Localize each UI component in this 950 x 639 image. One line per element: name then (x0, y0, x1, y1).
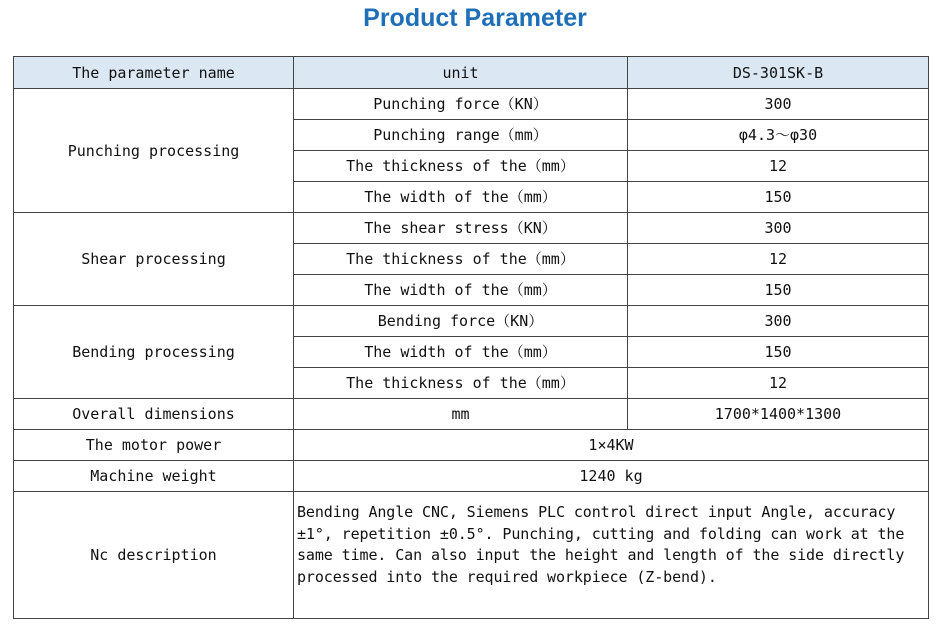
row-unit: The width of the（mm） (294, 337, 628, 368)
row-unit: The shear stress（KN） (294, 213, 628, 244)
row-unit: The thickness of the（mm） (294, 368, 628, 399)
weight-label: Machine weight (14, 461, 294, 492)
group-label-bending: Bending processing (14, 306, 294, 399)
table-row (14, 430, 929, 461)
header-parameter-name: The parameter name (14, 57, 294, 89)
table-row (14, 89, 929, 120)
header-model: DS-301SK-B (628, 57, 929, 89)
motor-value: 1×4KW (294, 430, 929, 461)
table-row (14, 306, 929, 337)
group-label-punching: Punching processing (14, 89, 294, 213)
weight-value: 1240 kg (294, 461, 929, 492)
table-row (14, 461, 929, 492)
row-value: 12 (628, 368, 929, 399)
row-value: 300 (628, 213, 929, 244)
row-unit: The width of the（mm） (294, 275, 628, 306)
header-unit: unit (294, 57, 628, 89)
row-unit: The thickness of the（mm） (294, 151, 628, 182)
group-label-shear: Shear processing (14, 213, 294, 306)
nc-description-text: Bending Angle CNC, Siemens PLC control direct input Angle, accuracy ±1°, repetition ±0.5°. Punching, cutting and folding can work at the same time. Can also input the height and length of the side directly processed into the required workpiece (Z-bend). (294, 492, 929, 619)
table-row (14, 492, 929, 619)
table-header-row (14, 57, 929, 89)
row-unit: The width of the（mm） (294, 182, 628, 213)
row-unit: Punching force（KN） (294, 89, 628, 120)
nc-label: Nc description (14, 492, 294, 619)
row-unit: Punching range（mm） (294, 120, 628, 151)
dimensions-label: Overall dimensions (14, 399, 294, 430)
dimensions-value: 1700*1400*1300 (628, 399, 929, 430)
dimensions-unit: mm (294, 399, 628, 430)
motor-label: The motor power (14, 430, 294, 461)
page-title: Product Parameter (363, 4, 587, 32)
row-value: 12 (628, 244, 929, 275)
row-value: 300 (628, 306, 929, 337)
row-unit: Bending force（KN） (294, 306, 628, 337)
row-value: 150 (628, 337, 929, 368)
table-row (14, 213, 929, 244)
row-unit: The thickness of the（mm） (294, 244, 628, 275)
row-value: 12 (628, 151, 929, 182)
row-value: 150 (628, 182, 929, 213)
parameter-table (13, 56, 929, 619)
row-value: 150 (628, 275, 929, 306)
table-row (14, 399, 929, 430)
row-value: 300 (628, 89, 929, 120)
row-value: φ4.3～φ30 (628, 120, 929, 151)
